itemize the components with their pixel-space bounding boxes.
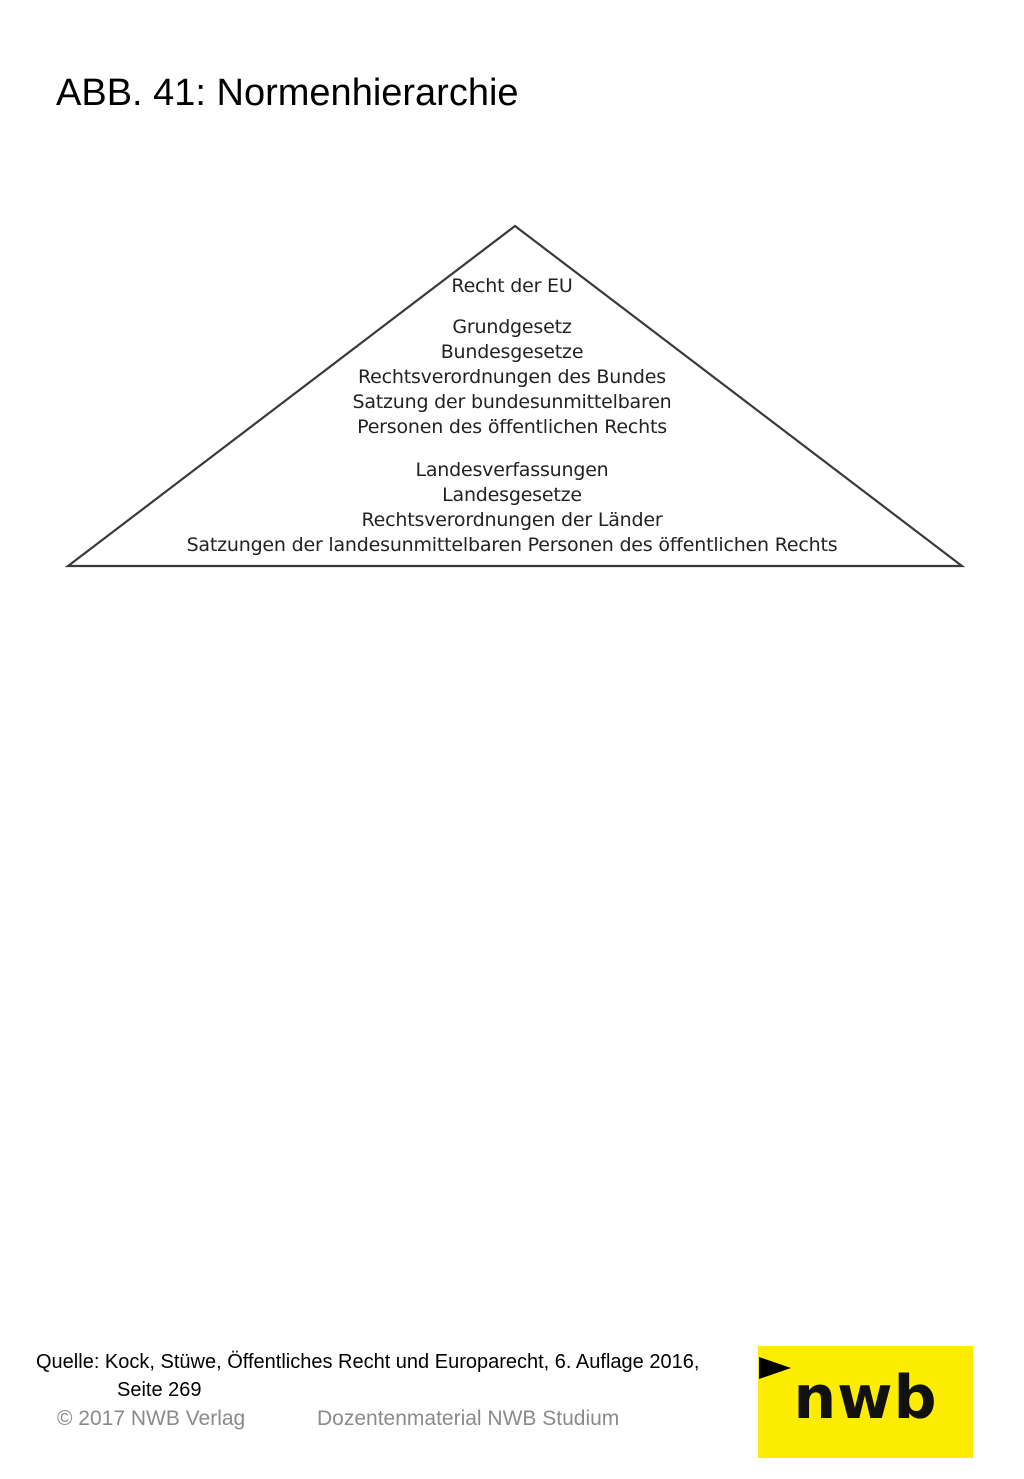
pyramid-level-bund-item: Personen des öffentlichen Rechts — [357, 416, 667, 438]
pyramid-level-eu: Recht der EU — [451, 275, 573, 297]
pyramid-level-bund-item: Rechtsverordnungen des Bundes — [358, 366, 666, 388]
page-title: ABB. 41: Normenhierarchie — [56, 72, 519, 114]
play-arrow-icon[interactable] — [758, 1356, 792, 1380]
pyramid-level-bund-item: Bundesgesetze — [440, 341, 584, 363]
pyramid-level-laender-item: Satzungen der landesunmittelbaren Personen des öffentlichen Rechts — [186, 534, 838, 556]
logo-text: nwb — [793, 1363, 938, 1433]
pyramid-level-laender-item: Landesverfassungen — [415, 459, 609, 481]
source-citation: Quelle: Kock, Stüwe, Öffentliches Recht und Europarecht, 6. Auflage 2016, — [36, 1351, 700, 1373]
pyramid-level-bund-item: Grundgesetz — [452, 316, 572, 338]
footer-material: Dozentenmaterial NWB Studium — [317, 1407, 620, 1430]
pyramid-level-laender-item: Landesgesetze — [442, 484, 582, 506]
source-page: Seite 269 — [117, 1379, 202, 1401]
pyramid-level-bund-item: Satzung der bundesunmittelbaren — [352, 391, 672, 413]
footer-copyright: © 2017 NWB Verlag — [57, 1407, 246, 1430]
pyramid-level-laender-item: Rechtsverordnungen der Länder — [361, 509, 663, 531]
